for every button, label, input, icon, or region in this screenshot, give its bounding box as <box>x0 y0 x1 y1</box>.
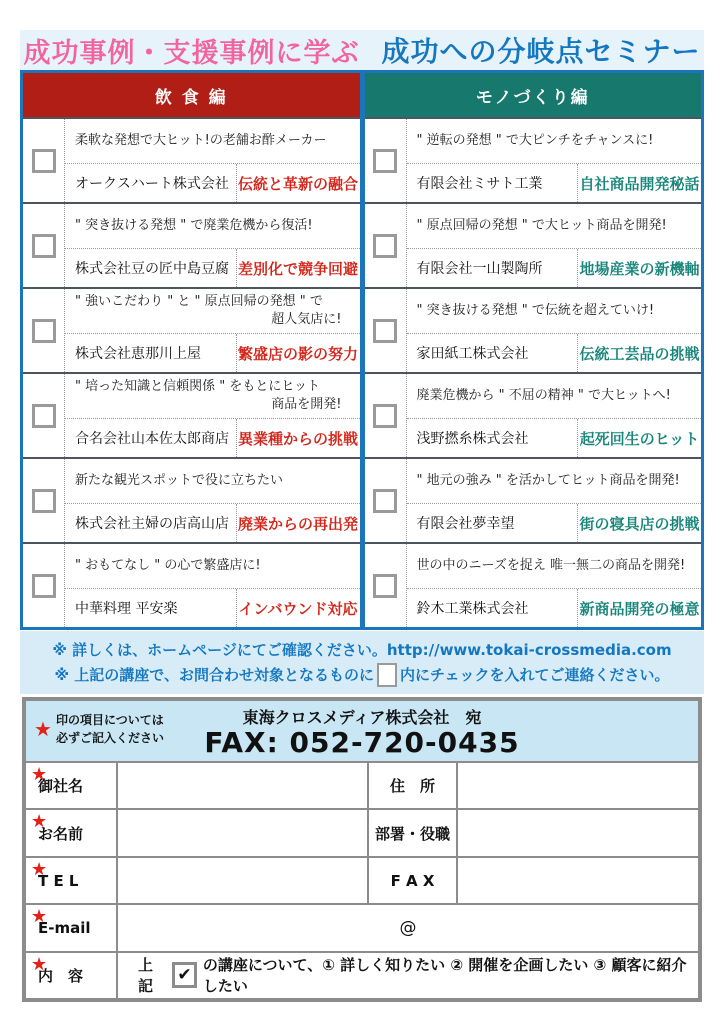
seminar-row <box>23 202 360 287</box>
company-name: 有限会社夢幸望 <box>416 516 515 532</box>
seminar-description: " 地元の強み " を活かしてヒット商品を開発! <box>416 473 680 489</box>
highlight-tag: 街の寝具店の挑戦 <box>577 504 701 542</box>
seminar-row <box>365 457 702 542</box>
seminar-checkbox[interactable] <box>373 489 397 513</box>
column-monozukuri <box>360 73 702 627</box>
checkbox-cell <box>23 459 65 542</box>
form-row-company <box>26 761 698 808</box>
seminar-description-line2: 超人気店に! <box>271 312 342 327</box>
content-label: ★ 内 容 <box>31 953 84 985</box>
seminar-row <box>365 372 702 457</box>
title-band <box>20 30 704 70</box>
checkbox-cell <box>23 119 65 202</box>
fax-reply-form <box>22 697 702 1002</box>
checkbox-cell <box>23 204 65 287</box>
note-checkbox-instruction: ※ 上記の講座で、お問合わせ対象となるものに 内にチェックを入れてご連絡ください。 <box>54 663 669 687</box>
email-label: ★ E-mail <box>31 906 91 937</box>
seminar-description: " 強いこだわり " と " 原点回帰の発想 " で <box>75 294 323 310</box>
fax-recipient: 東海クロスメディア株式会社 宛 <box>242 707 482 727</box>
checkbox-cell <box>365 119 407 202</box>
star-icon: ★ <box>31 858 48 880</box>
checkbox-cell <box>23 374 65 457</box>
checkbox-cell <box>23 289 65 372</box>
seminar-row <box>23 117 360 202</box>
form-header <box>26 701 698 761</box>
star-icon: ★ <box>34 717 52 741</box>
highlight-tag: 差別化で競争回避 <box>236 249 360 287</box>
company-name-field[interactable] <box>116 763 367 808</box>
company-name: 中華料理 平安楽 <box>75 601 178 617</box>
company-name: 有限会社一山製陶所 <box>416 261 543 277</box>
notes-band <box>20 631 704 694</box>
seminar-checkbox[interactable] <box>373 234 397 258</box>
highlight-tag: インバウンド対応 <box>236 589 360 627</box>
seminar-checkbox[interactable] <box>32 234 56 258</box>
seminar-description: " おもてなし " の心で繁盛店に! <box>75 558 261 574</box>
seminar-row <box>365 542 702 627</box>
company-name: 株式会社恵那川上屋 <box>75 346 201 362</box>
seminar-checkbox[interactable] <box>32 404 56 428</box>
seminar-checkbox[interactable] <box>373 149 397 173</box>
seminar-checkbox[interactable] <box>32 149 56 173</box>
highlight-tag: 伝統と革新の融合 <box>236 164 360 202</box>
seminar-row <box>23 372 360 457</box>
seminar-description: 柔軟な発想で大ヒット!の老舗お酢メーカー <box>75 133 327 149</box>
fax-number: FAX: 052-720-0435 <box>204 725 520 759</box>
sample-checkbox <box>377 663 397 687</box>
seminar-row <box>23 457 360 542</box>
highlight-tag: 伝統工芸品の挑戦 <box>577 334 701 372</box>
department-field[interactable] <box>456 810 698 855</box>
seminar-title-text: 成功への分岐点セミナー <box>381 35 701 68</box>
subtitle-text: 成功事例・支援事例に学ぶ <box>23 37 360 69</box>
seminar-description: " 逆転の発想 " で大ピンチをチャンスに! <box>416 133 654 149</box>
checked-checkbox-icon: ✔ <box>172 962 197 988</box>
highlight-tag: 廃業からの再出発 <box>236 504 360 542</box>
seminar-row <box>23 287 360 372</box>
tel-label: ★ T E L <box>31 858 79 890</box>
seminar-description: " 培った知識と信頼関係 " をもとにヒット <box>75 379 320 395</box>
fax-field[interactable] <box>456 858 698 903</box>
star-icon: ★ <box>31 811 48 833</box>
seminar-row <box>365 117 702 202</box>
checkbox-cell <box>365 204 407 287</box>
company-name: 合名会社山本佐太郎商店 <box>75 431 229 447</box>
star-icon: ★ <box>31 953 48 975</box>
tel-field[interactable] <box>116 858 367 903</box>
name-field[interactable] <box>116 810 367 855</box>
seminar-row <box>23 542 360 627</box>
star-icon: ★ <box>31 764 48 785</box>
highlight-tag: 新商品開発の極意 <box>577 589 701 627</box>
checkbox-cell <box>365 544 407 627</box>
email-field[interactable]: @ <box>116 905 698 950</box>
seminar-checkbox[interactable] <box>373 404 397 428</box>
seminar-description: " 突き抜ける発想 " で廃業危機から復活! <box>75 218 313 234</box>
seminar-checkbox[interactable] <box>373 574 397 598</box>
seminar-description: 廃業危機から " 不屈の精神 " で大ヒットへ! <box>416 388 671 404</box>
form-row-name <box>26 808 698 855</box>
seminar-checkbox[interactable] <box>32 319 56 343</box>
seminar-checkbox[interactable] <box>32 489 56 513</box>
checkbox-cell <box>23 544 65 627</box>
form-row-email <box>26 903 698 950</box>
column-food <box>23 73 360 627</box>
seminar-row <box>365 202 702 287</box>
seminar-row <box>365 287 702 372</box>
company-name: 家田紙工株式会社 <box>416 346 529 362</box>
seminar-table <box>20 70 704 630</box>
address-label: 住 所 <box>367 763 456 808</box>
highlight-tag: 異業種からの挑戦 <box>236 419 360 457</box>
department-label: 部署・役職 <box>367 810 456 855</box>
highlight-tag: 起死回生のヒット <box>577 419 701 457</box>
checkbox-cell <box>365 289 407 372</box>
highlight-tag: 繁盛店の影の努力 <box>236 334 360 372</box>
content-options: 上記 ✔ の講座について、① 詳しく知りたい ② 開催を企画したい ③ 顧客に紹介したい <box>116 953 698 998</box>
seminar-description: 新たな観光スポットで役に立ちたい <box>75 473 284 489</box>
address-field[interactable] <box>456 763 698 808</box>
company-name: 浅野撚糸株式会社 <box>416 431 529 447</box>
column-header-food: 飲 食 編 <box>23 73 360 117</box>
checkbox-cell <box>365 459 407 542</box>
seminar-description: 世の中のニーズを捉え 唯一無二の商品を開発! <box>416 558 686 574</box>
seminar-checkbox[interactable] <box>373 319 397 343</box>
company-name: 有限会社ミサト工業 <box>416 176 543 192</box>
column-header-monozukuri: モノづくり編 <box>365 73 702 117</box>
seminar-description: " 原点回帰の発想 " で大ヒット商品を開発! <box>416 218 667 234</box>
company-name: 株式会社豆の匠中島豆腐 <box>75 261 229 277</box>
highlight-tag: 地場産業の新機軸 <box>577 249 701 287</box>
fax-label: F A X <box>367 858 456 903</box>
seminar-description: " 突き抜ける発想 " で伝統を超えていけ! <box>416 303 655 319</box>
company-name: 鈴木工業株式会社 <box>416 601 529 617</box>
checkbox-cell <box>365 374 407 457</box>
form-row-tel <box>26 856 698 903</box>
company-name: 株式会社主婦の店高山店 <box>75 516 229 532</box>
form-row-content <box>26 951 698 998</box>
company-name-label: ★ 御社名 <box>31 764 84 796</box>
seminar-checkbox[interactable] <box>32 574 56 598</box>
star-icon: ★ <box>31 906 48 928</box>
note-homepage: ※ 詳しくは、ホームページにてご確認ください。http://www.tokai-crossmedia.com <box>52 640 672 659</box>
name-label: ★ お名前 <box>31 811 84 843</box>
highlight-tag: 自社商品開発秘話 <box>577 164 701 202</box>
required-note: ★ 印の項目については 必ずご記入ください <box>34 713 164 745</box>
seminar-description-line2: 商品を開発! <box>271 397 342 412</box>
company-name: オークスハート株式会社 <box>75 176 229 192</box>
